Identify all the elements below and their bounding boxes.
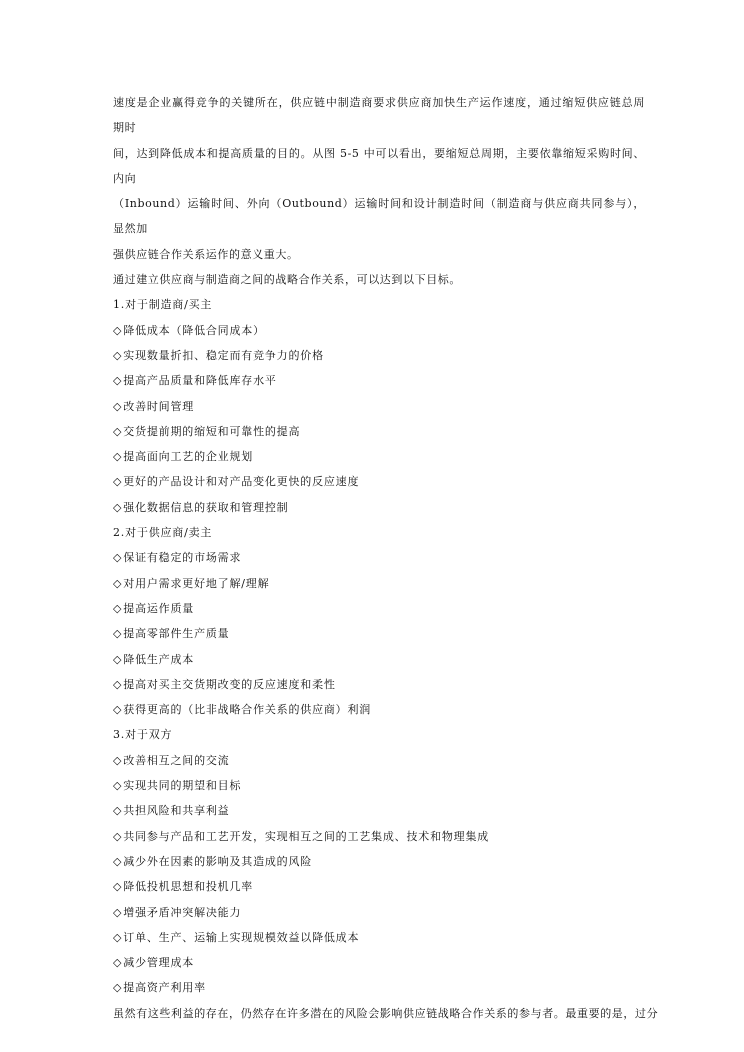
list-item: ◇提高运作质量 (113, 601, 195, 615)
diamond-bullet-icon: ◇ (113, 500, 123, 514)
intro-line: 间，达到降低成本和提高质量的目的。从图 5-5 中可以看出，要缩短总周期，主要依靠缩短采购时间、内向 (113, 146, 645, 185)
list-item: ◇共担风险和共享利益 (113, 804, 230, 818)
diamond-bullet-icon: ◇ (113, 323, 123, 337)
list-item: ◇获得更高的（比非战略合作关系的供应商）利润 (113, 703, 372, 717)
diamond-bullet-icon: ◇ (113, 627, 123, 641)
diamond-bullet-icon: ◇ (113, 652, 123, 666)
diamond-bullet-icon: ◇ (113, 576, 123, 590)
diamond-bullet-icon: ◇ (113, 981, 123, 995)
list-item: ◇减少外在因素的影响及其造成的风险 (113, 854, 313, 868)
intro-line: （Inbound）运输时间、外向（Outbound）运输时间和设计制造时间（制造商与供应商共同参与），显然加 (113, 197, 645, 236)
diamond-bullet-icon: ◇ (113, 880, 123, 894)
intro-line: 强供应链合作关系运作的意义重大。 (113, 247, 299, 261)
list-item: ◇减少管理成本 (113, 956, 195, 970)
diamond-bullet-icon: ◇ (113, 551, 123, 565)
diamond-bullet-icon: ◇ (113, 829, 123, 843)
list-item: ◇提高资产利用率 (113, 981, 206, 995)
diamond-bullet-icon: ◇ (113, 424, 123, 438)
section-buyer (113, 292, 645, 520)
diamond-bullet-icon: ◇ (113, 779, 123, 793)
diamond-bullet-icon: ◇ (113, 374, 123, 388)
list-item: ◇提高零部件生产质量 (113, 627, 230, 641)
list-item: ◇降低生产成本 (113, 652, 195, 666)
list-item: ◇提高产品质量和降低库存水平 (113, 374, 277, 388)
diamond-bullet-icon: ◇ (113, 956, 123, 970)
list-item: ◇改善相互之间的交流 (113, 753, 230, 767)
diamond-bullet-icon: ◇ (113, 703, 123, 717)
intro-paragraphs (113, 90, 645, 292)
diamond-bullet-icon: ◇ (113, 475, 123, 489)
diamond-bullet-icon: ◇ (113, 854, 123, 868)
list-item: ◇更好的产品设计和对产品变化更快的反应速度 (113, 475, 360, 489)
list-item: ◇保证有稳定的市场需求 (113, 551, 242, 565)
diamond-bullet-icon: ◇ (113, 348, 123, 362)
intro-line: 通过建立供应商与制造商之间的战略合作关系，可以达到以下目标。 (113, 273, 461, 287)
section-heading: 3.对于双方 (113, 728, 173, 742)
section-heading: 1.对于制造商/买主 (113, 298, 213, 312)
list-item: ◇对用户需求更好地了解/理解 (113, 576, 270, 590)
diamond-bullet-icon: ◇ (113, 905, 123, 919)
list-item: ◇提高面向工艺的企业规划 (113, 450, 254, 464)
closing-paragraph: 虽然有这些利益的存在，仍然存在许多潜在的风险会影响供应链战略合作关系的参与者。最重要的是，过分 (113, 1006, 659, 1020)
list-item: ◇增强矛盾冲突解决能力 (113, 905, 242, 919)
diamond-bullet-icon: ◇ (113, 601, 123, 615)
diamond-bullet-icon: ◇ (113, 930, 123, 944)
list-item: ◇实现数量折扣、稳定而有竞争力的价格 (113, 348, 324, 362)
list-item: ◇共同参与产品和工艺开发，实现相互之间的工艺集成、技术和物理集成 (113, 829, 490, 843)
list-item: ◇降低成本（降低合同成本） (113, 323, 265, 337)
diamond-bullet-icon: ◇ (113, 677, 123, 691)
diamond-bullet-icon: ◇ (113, 804, 123, 818)
list-item: ◇强化数据信息的获取和管理控制 (113, 500, 289, 514)
section-supplier (113, 520, 645, 722)
list-item: ◇降低投机思想和投机几率 (113, 880, 254, 894)
list-item: ◇订单、生产、运输上实现规模效益以降低成本 (113, 930, 360, 944)
diamond-bullet-icon: ◇ (113, 450, 123, 464)
section-both-parties (113, 722, 645, 1000)
diamond-bullet-icon: ◇ (113, 399, 123, 413)
section-heading: 2.对于供应商/卖主 (113, 526, 213, 540)
list-item: ◇提高对买主交货期改变的反应速度和柔性 (113, 677, 336, 691)
list-item: ◇交货提前期的缩短和可靠性的提高 (113, 424, 301, 438)
intro-line: 速度是企业赢得竞争的关键所在，供应链中制造商要求供应商加快生产运作速度，通过缩短供应链总周期时 (113, 96, 645, 135)
diamond-bullet-icon: ◇ (113, 753, 123, 767)
list-item: ◇改善时间管理 (113, 399, 195, 413)
document-page (113, 90, 659, 1026)
list-item: ◇实现共同的期望和目标 (113, 779, 242, 793)
